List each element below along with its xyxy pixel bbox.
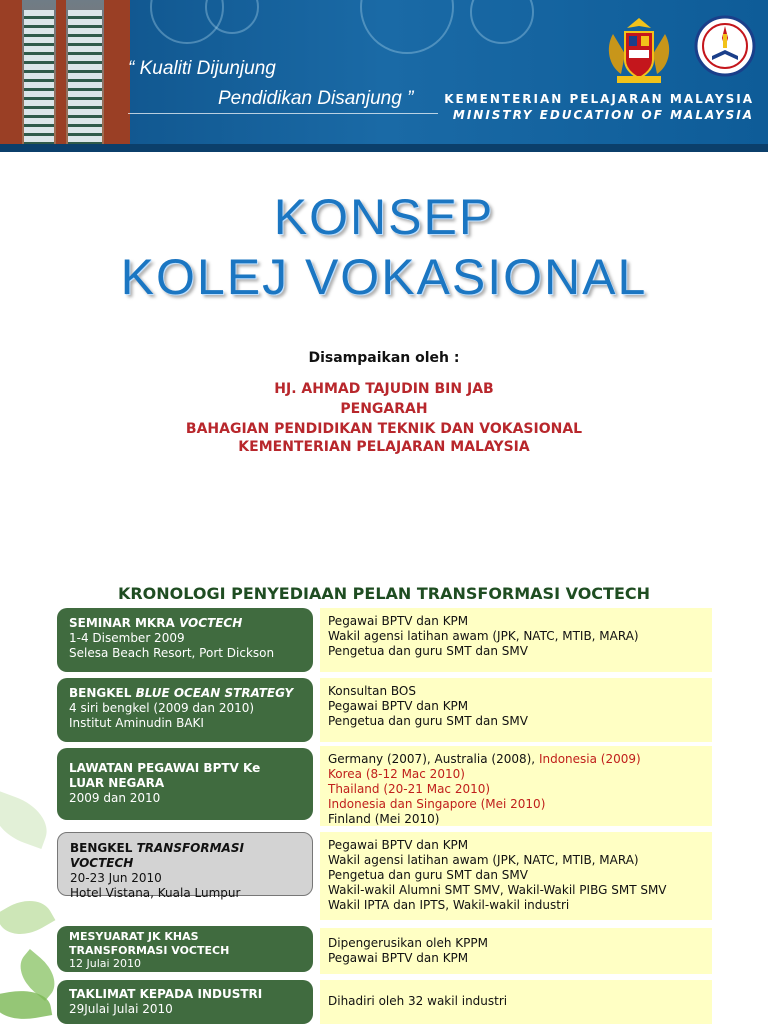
presenter-division: BAHAGIAN PENDIDIKAN TEKNIK DAN VOKASIONAL (185, 421, 583, 437)
decorative-swirl (470, 0, 534, 44)
timeline-details-industry-briefing: Dihadiri oleh 32 wakil industri (320, 980, 712, 1024)
timeline-details-bos-workshop: Konsultan BOS Pegawai BPTV dan KPM Pengetua dan guru SMT dan SMV (320, 678, 712, 742)
header-banner (0, 0, 768, 152)
presenter-name: HJ. AHMAD TAJUDIN BIN JAB (274, 381, 494, 397)
timeline-details-seminar: Pegawai BPTV dan KPM Wakil agensi latihan awam (JPK, NATC, MTIB, MARA) Pengetua dan guru SMT dan SMV (320, 608, 712, 672)
timeline-event-committee-meeting: MESYUARAT JK KHAS TRANSFORMASI VOCTECH 12 Julai 2010 (57, 926, 313, 972)
timeline-event-transformation-workshop: BENGKEL TRANSFORMASI VOCTECH 20-23 Jun 2010 Hotel Vistana, Kuala Lumpur (57, 832, 313, 896)
coat-of-arms-icon (603, 14, 675, 86)
page-title-line-1: KONSEP (273, 189, 495, 245)
building-image (0, 0, 130, 150)
timeline-details-committee-meeting: Dipengerusikan oleh KPPM Pegawai BPTV dan KPM (320, 928, 712, 974)
timeline-event-seminar: SEMINAR MKRA VOCTECH 1-4 Disember 2009 Selesa Beach Resort, Port Dickson (57, 608, 313, 672)
presenter-role: PENGARAH (340, 401, 428, 417)
timeline-title: KRONOLOGI PENYEDIAAN PELAN TRANSFORMASI VOCTECH (117, 584, 651, 603)
decorative-swirl (360, 0, 454, 54)
decorative-leaf (0, 890, 55, 945)
timeline-details-overseas-visit: Germany (2007), Australia (2008), Indonesia (2009) Korea (8-12 Mac 2010) Thailand (20-21 Mac 2010) Indonesia dan Singapore (Mei 2010) Finland (Mei 2010) (320, 746, 712, 826)
page-title-line-2: KOLEJ VOKASIONAL (120, 249, 648, 305)
timeline-event-industry-briefing: TAKLIMAT KEPADA INDUSTRI 29Julai Julai 2010 (57, 980, 313, 1024)
timeline-details-transformation-workshop: Pegawai BPTV dan KPM Wakil agensi latihan awam (JPK, NATC, MTIB, MARA) Pengetua dan guru SMT dan SMV Wakil-wakil Alumni SMT SMV, Wakil-Wakil PIBG SMT SMV Wakil IPTA dan IPTS, Wakil-wakil industri (320, 832, 712, 920)
motto-divider (128, 113, 438, 114)
banner-bottom-band (0, 144, 768, 152)
ministry-logo-icon (694, 12, 756, 84)
timeline-event-bos-workshop: BENGKEL BLUE OCEAN STRATEGY 4 siri bengkel (2009 dan 2010) Institut Aminudin BAKI (57, 678, 313, 742)
presented-by-label: Disampaikan oleh : (308, 350, 460, 366)
ministry-name-english: MINISTRY EDUCATION OF MALAYSIA (452, 108, 754, 122)
decorative-leaf (0, 791, 55, 849)
ministry-name-malay: KEMENTERIAN PELAJARAN MALAYSIA (444, 92, 754, 106)
presenter-ministry: KEMENTERIAN PELAJARAN MALAYSIA (238, 439, 530, 455)
motto-line-1: “ Kualiti Dijunjung (128, 58, 276, 79)
timeline-event-overseas-visit: LAWATAN PEGAWAI BPTV Ke LUAR NEGARA 2009 dan 2010 (57, 748, 313, 820)
motto-line-2: Pendidikan Disanjung ” (218, 88, 414, 109)
